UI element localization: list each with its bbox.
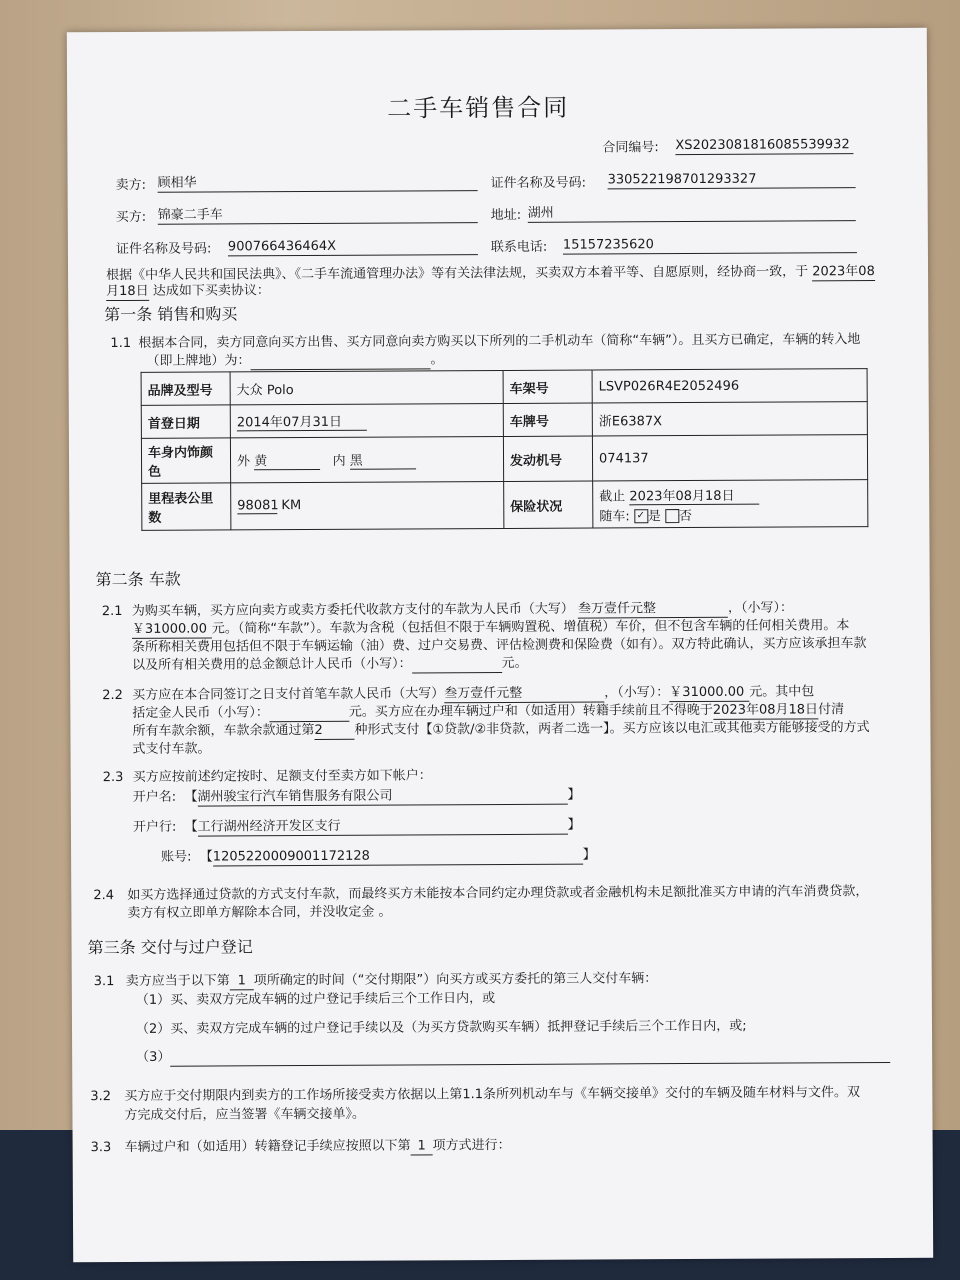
clause-3-1-num: 3.1	[93, 974, 115, 990]
buyer-addr-label: 地址:	[490, 207, 522, 224]
clause-2-3-num: 2.3	[102, 769, 124, 786]
buyer-label: 买方:	[115, 209, 147, 226]
brand-label: 品牌及型号	[141, 372, 230, 405]
seller-id: 330522198701293327	[608, 171, 856, 189]
buyer-addr: 湖州	[528, 204, 856, 223]
bank-row: 开户行: 【工行湖州经济开发区支行 】	[132, 817, 581, 835]
brand-value: 大众 Polo	[230, 370, 503, 404]
engine-value: 074137	[592, 435, 867, 481]
clause-2-4-l2: 卖方有权立即单方解除本合同，并没收定金 。	[127, 904, 392, 921]
seller-name: 顾相华	[158, 174, 478, 193]
page-title: 二手车销售合同	[387, 93, 570, 123]
article2-title: 第二条 车款	[95, 569, 181, 590]
no-checkbox[interactable]	[665, 509, 679, 523]
insurance-cell: 截止 2023年08月18日 随车: ✓ 是 否	[593, 480, 868, 528]
bank-name: 工行湖州经济开发区支行	[198, 818, 568, 837]
color-label: 车身内饰颜色	[141, 438, 230, 483]
clause-2-1-l2: ￥31000.00 元。（简称“车款”）。车款为含税（包括但不限于车辆购置税、增值税）车价，但不包含车辆的任何相关费用。本	[131, 618, 850, 637]
clause-3-2-l2: 方完成交付后，应当签署《车辆交接单》。	[124, 1106, 366, 1123]
clause-2-1-l1: 为购买车辆，买方应向卖方或卖方委托代收款方支付的车款为人民币（大写） 叁万壹仟元整 ，（小写）：	[131, 600, 794, 619]
clause-3-2-num: 3.2	[90, 1089, 112, 1105]
account-name-row: 开户名: 【湖州骏宝行汽车销售服务有限公司 】	[132, 787, 581, 805]
article1-title: 第一条 销售和购买	[104, 304, 238, 325]
preamble-line1: 根据《中华人民共和国民法典》、《二手车流通管理办法》等有关法律法规，买卖双方本着平等、自愿原则，经协商一致，于 2023年08	[106, 264, 875, 284]
clause-3-1-text: 卖方应当于以下第 1 项所确定的时间（“交付期限”）向买方或买方委托的第三人交付车辆：	[125, 971, 658, 989]
clause-2-2-l1: 买方应在本合同签订之日支付首笔车款人民币（大写）叁万壹仟元整 ，（小写）：￥31000.00 元。其中包	[132, 684, 815, 703]
reg-label: 首登日期	[141, 405, 230, 438]
clause-3-3-num: 3.3	[90, 1140, 112, 1156]
buyer-phone: 15157235620	[563, 236, 857, 255]
clause-2-4-num: 2.4	[93, 888, 115, 904]
clause-2-1-l3: 条所称相关费用包括但不限于车辆运输（油）费、过户交易费、评估检测费和保险费（如有）。双方特此确认，买方应该承担车款	[131, 636, 867, 655]
insurance-date: 2023年08月18日	[629, 484, 759, 505]
buyer-id-label: 证件名称及号码:	[115, 241, 212, 258]
clause-1-1-text: 根据本合同，卖方同意向买方出售、买方同意向卖方购买以下所列的二手机动车（简称“车辆”）。且买方已确定，车辆的转入地	[138, 332, 861, 351]
clause-2-2-l2: 括定金人民币（小写）： 元。买方应在办理车辆过户和（如适用）转籍手续前且不得晚于2023年08月18日付清	[132, 702, 845, 721]
odo-cell: 98081 KM	[231, 481, 504, 529]
contract-no-label: 合同编号:	[602, 140, 659, 156]
engine-label: 发动机号	[503, 436, 592, 481]
clause-3-3-text: 车辆过户和（如适用）转籍登记手续应按照以下第 1 项方式进行：	[124, 1137, 511, 1155]
account-number: 1205220009001172128	[213, 848, 583, 867]
clause-1-1-text2: （即上牌地）为： 。	[146, 352, 444, 369]
option-1: （1）买、卖双方完成车辆的过户登记手续后三个工作日内，或	[135, 991, 496, 1008]
buyer-phone-label: 联系电话:	[490, 239, 548, 256]
option-3: （3）	[136, 1046, 890, 1067]
account-row: 账号: 【1205220009001172128 】	[161, 847, 596, 865]
clause-2-1-num: 2.1	[101, 603, 123, 620]
account-name: 湖州骏宝行汽车销售服务有限公司	[197, 788, 567, 807]
clause-2-3-text: 买方应按前述约定按时、足额支付至卖方如下帐户：	[132, 768, 432, 785]
plate-value: 浙E6387X	[592, 402, 867, 436]
clause-2-2-l3: 所有车款余额，车款余款通过第2 种形式支付【①贷款/②非贷款，两者二选一】。买方应该以电汇或其他卖方能够接受的方式	[132, 720, 870, 739]
insurance-label: 保险状况	[504, 481, 593, 528]
clause-2-1-l4: 以及所有相关费用的总金额总计人民币（小写）： 元。	[132, 655, 528, 673]
clause-3-2-l1: 买方应于交付期限内到卖方的工作场所接受卖方依据以上第1.1条所列机动车与《车辆交接单》交付的车辆及随车材料与文件。双	[124, 1085, 861, 1104]
yes-checkbox[interactable]: ✓	[634, 509, 648, 523]
buyer-name: 锦豪二手车	[158, 206, 478, 225]
contract-no: XS2023081816085539932	[675, 137, 853, 155]
contract-paper	[67, 28, 933, 1262]
seller-label: 卖方:	[115, 177, 147, 194]
exterior-color: 黄	[254, 450, 320, 470]
buyer-id: 900766436464X	[228, 238, 478, 256]
article3-title: 第三条 交付与过户登记	[87, 937, 253, 958]
interior-color: 黑	[350, 449, 416, 469]
seller-id-label: 证件名称及号码:	[490, 175, 587, 192]
odo-value: 98081	[237, 498, 279, 514]
vin-label: 车架号	[503, 370, 592, 403]
odo-label: 里程表公里数	[142, 483, 231, 530]
vehicle-table	[141, 368, 869, 531]
reg-value: 2014年07月31日	[237, 411, 367, 432]
clause-1-1-num: 1.1	[110, 335, 132, 352]
plate-label: 车牌号	[503, 403, 592, 436]
color-cell: 外 黄 内 黑	[230, 436, 503, 482]
preamble-line2: 月18日 达成如下买卖协议：	[106, 283, 270, 300]
clause-2-4-l1: 如买方选择通过贷款的方式支付车款，而最终买方未能按本合同约定办理贷款或者金融机构未足额批准买方申请的汽车消费贷款，	[127, 884, 869, 903]
clause-2-2-l4: 式支付车款。	[132, 741, 211, 757]
clause-2-2-num: 2.2	[102, 687, 123, 704]
reg-cell	[230, 403, 503, 437]
vin-value: LSVP026R4E2052496	[592, 369, 867, 403]
option-2: （2）买、卖双方完成车辆的过户登记手续以及（为买方贷款购买车辆）抵押登记手续后三个工作日内，或;	[135, 1018, 747, 1037]
